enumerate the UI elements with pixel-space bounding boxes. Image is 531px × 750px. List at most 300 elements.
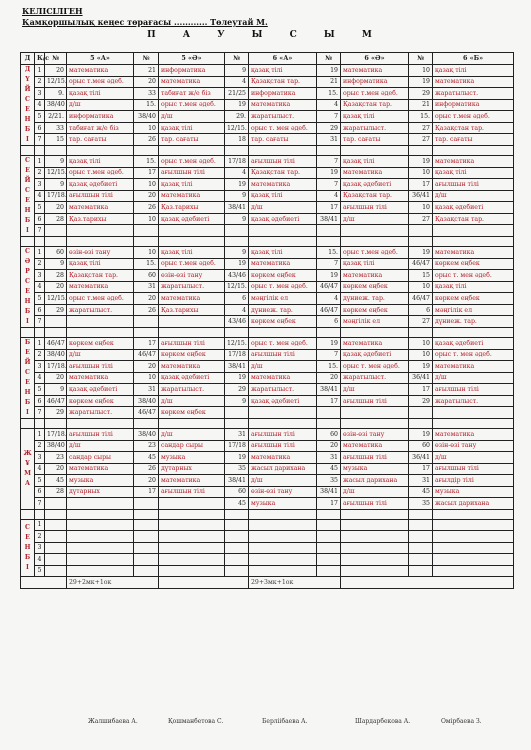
table-row	[21, 304, 514, 316]
room-cell	[134, 565, 159, 577]
table-row	[21, 338, 514, 350]
room-cell: 4	[225, 76, 249, 88]
room-cell: 17	[317, 498, 341, 510]
lesson-number: 7	[35, 407, 45, 419]
subject-cell	[159, 542, 225, 554]
room-cell: 31	[134, 281, 159, 293]
room-cell: 35	[225, 463, 249, 475]
room-cell	[225, 554, 249, 566]
subject-cell: тар. сағаты	[341, 134, 409, 146]
subject-cell: ағылшын тілі	[159, 486, 225, 498]
table-row	[21, 395, 514, 407]
subject-cell: ағылшын тілі	[249, 440, 317, 452]
room-cell: 19	[409, 76, 433, 88]
room-cell: 28	[45, 486, 67, 498]
signature-3: Берліібаева А.	[262, 718, 308, 725]
day-label	[21, 429, 35, 510]
subject-cell	[67, 316, 134, 328]
subject-cell: математика	[341, 338, 409, 350]
room-cell	[134, 498, 159, 510]
subject-cell: музыка	[159, 452, 225, 464]
day-letter: Е	[25, 533, 30, 541]
day-separator	[21, 328, 514, 338]
room-cell: 10	[134, 372, 159, 384]
lesson-number: 3	[35, 270, 45, 282]
room-cell: 12/15.	[225, 338, 249, 350]
subject-cell: жасыл дарихана	[341, 475, 409, 487]
room-cell: 29	[45, 304, 67, 316]
subject-cell: д/ш	[249, 361, 317, 373]
subject-cell: математика	[433, 156, 514, 168]
subject-cell: қазақ әдебиеті	[341, 349, 409, 361]
subject-cell: қазақ тілі	[341, 111, 409, 123]
table-row	[21, 293, 514, 305]
room-cell	[45, 531, 67, 543]
subject-cell: жаратылыст.	[341, 372, 409, 384]
lesson-number: 4	[35, 463, 45, 475]
column-header: 6 «Б»	[433, 53, 514, 65]
subject-cell: жаратылыст.	[159, 384, 225, 396]
room-cell: 10	[134, 213, 159, 225]
room-cell: 21/25	[225, 88, 249, 100]
subject-cell: көркем еңбек	[159, 349, 225, 361]
lesson-number: 6	[35, 486, 45, 498]
lesson-number: 2	[35, 531, 45, 543]
room-cell: 21	[409, 99, 433, 111]
lesson-number: 4	[35, 281, 45, 293]
lesson-number: 5	[35, 111, 45, 123]
room-cell: 12/15.	[45, 76, 67, 88]
subject-cell	[249, 531, 317, 543]
subject-cell: информатика	[249, 88, 317, 100]
room-cell: 6	[225, 293, 249, 305]
lesson-number: 1	[35, 519, 45, 531]
subject-cell: орыс т. мен әдеб.	[433, 349, 514, 361]
subject-cell	[249, 519, 317, 531]
subject-cell	[249, 565, 317, 577]
subject-cell	[341, 225, 409, 237]
room-cell: 20	[134, 190, 159, 202]
room-cell: 15.	[317, 247, 341, 259]
subject-cell: ағылшын тілі	[159, 338, 225, 350]
room-cell: 4	[317, 190, 341, 202]
room-cell	[225, 531, 249, 543]
subject-cell: орыс т. мен әдеб.	[249, 338, 317, 350]
day-letter: С	[25, 187, 30, 194]
lesson-number: 2	[35, 76, 45, 88]
room-cell: 12/15.	[225, 122, 249, 134]
room-cell	[134, 554, 159, 566]
timetable	[20, 52, 514, 589]
day-letter: С	[25, 248, 30, 255]
signature-4: Шардарбекова А.	[355, 718, 411, 725]
day-letter: Е	[25, 349, 30, 356]
subject-cell	[249, 407, 317, 419]
subject-cell: қазақ тілі	[433, 65, 514, 77]
day-letter: І	[26, 563, 29, 571]
totals-row	[21, 577, 514, 589]
subject-cell: орыс т.мен әдеб.	[159, 156, 225, 168]
lesson-number: 7	[35, 316, 45, 328]
page-title: П А У Ы С Ы М	[147, 30, 384, 40]
table-row	[21, 179, 514, 191]
subject-cell	[433, 531, 514, 543]
column-header: 6 «Ә»	[341, 53, 409, 65]
room-cell: 10	[134, 247, 159, 259]
room-cell	[134, 316, 159, 328]
room-cell: 17	[134, 338, 159, 350]
subject-cell	[341, 531, 409, 543]
room-cell	[45, 519, 67, 531]
room-cell: 10	[134, 122, 159, 134]
table-row	[21, 99, 514, 111]
room-cell: 10	[134, 179, 159, 191]
room-cell: 15.	[134, 99, 159, 111]
subject-cell: дүниеж. тар.	[249, 304, 317, 316]
subject-cell: жаратылыст.	[67, 304, 134, 316]
table-row	[21, 65, 514, 77]
room-cell: 10	[409, 65, 433, 77]
room-cell: 43/46	[225, 270, 249, 282]
day-letter: І	[26, 227, 29, 234]
room-cell: 19	[225, 179, 249, 191]
room-cell	[317, 519, 341, 531]
subject-cell	[341, 519, 409, 531]
room-cell: 27	[409, 213, 433, 225]
room-cell: 19	[225, 372, 249, 384]
table-row	[21, 270, 514, 282]
subject-cell: өзін-өзі тану	[341, 429, 409, 441]
signature-1: Жалшибаева А.	[88, 718, 138, 725]
subject-cell: орыс т.мен әдеб.	[67, 76, 134, 88]
lesson-number: 4	[35, 372, 45, 384]
room-cell: 15.	[134, 156, 159, 168]
subject-cell: өзін-өзі тану	[433, 440, 514, 452]
subject-cell	[249, 225, 317, 237]
subject-cell: қазақ тілі	[341, 156, 409, 168]
lesson-number: 3	[35, 452, 45, 464]
day-separator	[21, 237, 514, 247]
subject-cell: ағылшын тілі	[341, 202, 409, 214]
room-cell: 17	[409, 179, 433, 191]
room-cell: 9	[45, 179, 67, 191]
subject-cell: математика	[249, 179, 317, 191]
subject-cell: математика	[433, 361, 514, 373]
subject-cell: көркем еңбек	[159, 407, 225, 419]
room-cell: 6	[409, 304, 433, 316]
subject-cell: қазақ әдебиеті	[67, 179, 134, 191]
subject-cell: информатика	[159, 65, 225, 77]
table-row	[21, 281, 514, 293]
day-letter: М	[24, 469, 31, 477]
room-cell: 46/47	[45, 395, 67, 407]
subject-cell: д/ш	[67, 440, 134, 452]
subject-cell: қазақ тілі	[249, 247, 317, 259]
subject-cell: қазақ әдебиеті	[67, 384, 134, 396]
subject-cell: орыс т. мен әдеб.	[249, 122, 317, 134]
day-letter: Ә	[24, 258, 31, 265]
room-cell: 23	[45, 452, 67, 464]
subject-cell: қазақ әдебиеті	[249, 213, 317, 225]
subject-cell: табиғат ж/е біз	[67, 122, 134, 134]
room-cell: 2/21.	[45, 111, 67, 123]
table-row	[21, 225, 514, 237]
room-cell: 7	[317, 179, 341, 191]
lesson-number: 6	[35, 122, 45, 134]
room-cell	[45, 316, 67, 328]
lesson-number: 4	[35, 190, 45, 202]
room-cell: 17	[317, 395, 341, 407]
day-letter: Н	[24, 298, 31, 305]
day-letter: Б	[24, 399, 31, 406]
room-cell: 38/40	[134, 111, 159, 123]
table-header-row	[21, 53, 514, 65]
subject-cell: дүтарных	[67, 486, 134, 498]
subject-cell: қазақ тілі	[433, 281, 514, 293]
day-letter: Б	[24, 308, 31, 315]
subject-cell: көркем еңбек	[433, 293, 514, 305]
room-cell: 29	[317, 122, 341, 134]
subject-cell: музыка	[67, 475, 134, 487]
subject-cell: информатика	[433, 99, 514, 111]
subject-cell: орыс т. мен әдеб.	[249, 281, 317, 293]
room-cell: 19	[317, 167, 341, 179]
subject-cell: математика	[341, 440, 409, 452]
column-header: №	[409, 53, 433, 65]
subject-cell: информатика	[67, 111, 134, 123]
subject-cell: мәңгілік ел	[341, 316, 409, 328]
column-header: Д	[21, 53, 35, 65]
room-cell: 45	[317, 463, 341, 475]
day-letter: Б	[24, 217, 31, 224]
room-cell: 17/18	[225, 156, 249, 168]
subject-cell: Қазақстан тар.	[67, 270, 134, 282]
subject-cell	[67, 542, 134, 554]
subject-cell: ағылшын тілі	[433, 463, 514, 475]
room-cell: 20	[317, 372, 341, 384]
room-cell: 29.	[225, 111, 249, 123]
room-cell: 20	[134, 293, 159, 305]
room-cell: 17	[134, 486, 159, 498]
room-cell: 33	[45, 122, 67, 134]
subject-cell: көркем еңбек	[433, 258, 514, 270]
subject-cell: жаратылыст.	[249, 111, 317, 123]
day-letter: Б	[24, 339, 31, 346]
subject-cell: жаратылыст.	[433, 88, 514, 100]
subject-cell: қазақ тілі	[159, 179, 225, 191]
room-cell: 31	[225, 429, 249, 441]
room-cell: 20	[134, 76, 159, 88]
table-row	[21, 372, 514, 384]
room-cell	[317, 407, 341, 419]
subject-cell	[159, 316, 225, 328]
subject-cell: математика	[433, 429, 514, 441]
subject-cell: Қазақстан тар.	[341, 190, 409, 202]
room-cell: 45	[134, 452, 159, 464]
subject-cell: қазақ тілі	[159, 122, 225, 134]
day-letter: Й	[24, 177, 31, 184]
subject-cell: қазақ әдебиеті	[159, 213, 225, 225]
room-cell: 26	[134, 202, 159, 214]
room-cell	[317, 225, 341, 237]
subject-cell: тар. сағаты	[67, 134, 134, 146]
room-cell: 20	[317, 440, 341, 452]
table-row	[21, 407, 514, 419]
room-cell	[134, 542, 159, 554]
subject-cell: тар. сағаты	[249, 134, 317, 146]
lesson-number: 5	[35, 202, 45, 214]
subject-cell: қазақ әдебиеті	[433, 338, 514, 350]
approver-line: Қамқоршылық кеңес төрағасы ............ Төлеутай М.	[22, 17, 268, 27]
room-cell: 31	[409, 475, 433, 487]
day-letter: І	[26, 409, 29, 416]
subject-cell: жаратылыст.	[159, 281, 225, 293]
subject-cell: ағылшын тілі	[341, 498, 409, 510]
table-row	[21, 565, 514, 577]
day-label	[21, 519, 35, 577]
subject-cell	[341, 554, 409, 566]
lesson-number: 1	[35, 247, 45, 259]
subject-cell	[341, 542, 409, 554]
room-cell: 19	[317, 270, 341, 282]
room-cell: 27	[409, 122, 433, 134]
room-cell	[317, 554, 341, 566]
subject-cell: математика	[67, 463, 134, 475]
subject-cell: д/ш	[433, 190, 514, 202]
room-cell: 46/47	[134, 349, 159, 361]
subject-cell: қазақ әдебиеті	[341, 179, 409, 191]
subject-cell: дүниеж. тар.	[433, 316, 514, 328]
day-letter: С	[25, 96, 30, 103]
room-cell: 46/47	[409, 258, 433, 270]
subject-cell	[67, 554, 134, 566]
room-cell: 19	[225, 258, 249, 270]
room-cell: 20	[45, 202, 67, 214]
subject-cell: музыка	[249, 498, 317, 510]
subject-cell: математика	[159, 475, 225, 487]
subject-cell: орыс т. мен әдеб.	[341, 361, 409, 373]
subject-cell: д/ш	[341, 486, 409, 498]
subject-cell: көркем еңбек	[341, 304, 409, 316]
subject-cell: математика	[67, 372, 134, 384]
room-cell: 29	[409, 88, 433, 100]
room-cell: 7	[317, 111, 341, 123]
subject-cell: орыс т.мен әдеб.	[67, 293, 134, 305]
subject-cell: өзін-өзі тану	[67, 247, 134, 259]
room-cell: 17	[134, 167, 159, 179]
day-separator	[21, 419, 514, 429]
room-cell: 19	[225, 452, 249, 464]
table-row	[21, 349, 514, 361]
room-cell: 17/18	[225, 440, 249, 452]
room-cell: 10	[409, 202, 433, 214]
room-cell: 31	[317, 452, 341, 464]
subject-cell: математика	[433, 247, 514, 259]
room-cell: 12/15.	[225, 281, 249, 293]
lesson-number: 7	[35, 134, 45, 146]
subject-cell: жаратылыст.	[433, 395, 514, 407]
room-cell: 43/46	[225, 316, 249, 328]
day-letter: Н	[24, 116, 31, 123]
subject-cell: орыс т.мен әдеб.	[67, 167, 134, 179]
day-letter: С	[25, 157, 30, 164]
room-cell: 45	[409, 486, 433, 498]
room-cell: 17	[409, 463, 433, 475]
room-cell	[134, 531, 159, 543]
subject-cell: математика	[341, 270, 409, 282]
subject-cell: математика	[249, 258, 317, 270]
room-cell: 19	[409, 429, 433, 441]
room-cell: 9	[45, 156, 67, 168]
table-row	[21, 554, 514, 566]
room-cell: 28	[45, 270, 67, 282]
subject-cell: ағылшын тілі	[249, 429, 317, 441]
room-cell: 9	[45, 258, 67, 270]
lesson-number: 1	[35, 429, 45, 441]
subject-cell: өзін-өзі тану	[249, 486, 317, 498]
room-cell: 19	[317, 338, 341, 350]
room-cell: 45	[45, 475, 67, 487]
room-cell: 20	[134, 361, 159, 373]
room-cell	[134, 519, 159, 531]
room-cell	[225, 519, 249, 531]
lesson-number: 5	[35, 384, 45, 396]
subject-cell: мәңгілік ел	[249, 293, 317, 305]
subject-cell: Қазақстан тар.	[341, 99, 409, 111]
subject-cell	[341, 565, 409, 577]
column-header: №	[134, 53, 159, 65]
subject-cell	[67, 225, 134, 237]
subject-cell: қазақ тілі	[249, 190, 317, 202]
subject-cell	[159, 554, 225, 566]
room-cell	[409, 519, 433, 531]
subject-cell	[433, 542, 514, 554]
lesson-number: 1	[35, 156, 45, 168]
room-cell	[317, 531, 341, 543]
room-cell: 9.	[45, 88, 67, 100]
table-row	[21, 440, 514, 452]
subject-cell: көркем еңбек	[67, 395, 134, 407]
room-cell: 7	[317, 156, 341, 168]
subject-cell	[67, 565, 134, 577]
room-cell: 15.	[134, 258, 159, 270]
total-note-b: 29+3мк+1ок	[249, 577, 341, 589]
lesson-number: 5	[35, 293, 45, 305]
table-row	[21, 498, 514, 510]
table-row	[21, 361, 514, 373]
room-cell: 4	[225, 304, 249, 316]
room-cell	[45, 542, 67, 554]
lesson-number: 2	[35, 167, 45, 179]
room-cell: 7	[317, 258, 341, 270]
day-separator	[21, 146, 514, 156]
subject-cell	[433, 554, 514, 566]
subject-cell: д/ш	[433, 372, 514, 384]
subject-cell	[67, 498, 134, 510]
day-label	[21, 338, 35, 419]
room-cell: 36/41	[409, 452, 433, 464]
subject-cell	[249, 542, 317, 554]
room-cell: 26	[134, 463, 159, 475]
lesson-number: 7	[35, 498, 45, 510]
subject-cell: көркем еңбек	[341, 281, 409, 293]
subject-cell: математика	[159, 293, 225, 305]
room-cell: 31	[134, 384, 159, 396]
room-cell: 12/15.	[45, 167, 67, 179]
subject-cell: музыка	[341, 463, 409, 475]
subject-cell: Қаз.тарихы	[159, 304, 225, 316]
subject-cell: ағылшын тілі	[67, 361, 134, 373]
